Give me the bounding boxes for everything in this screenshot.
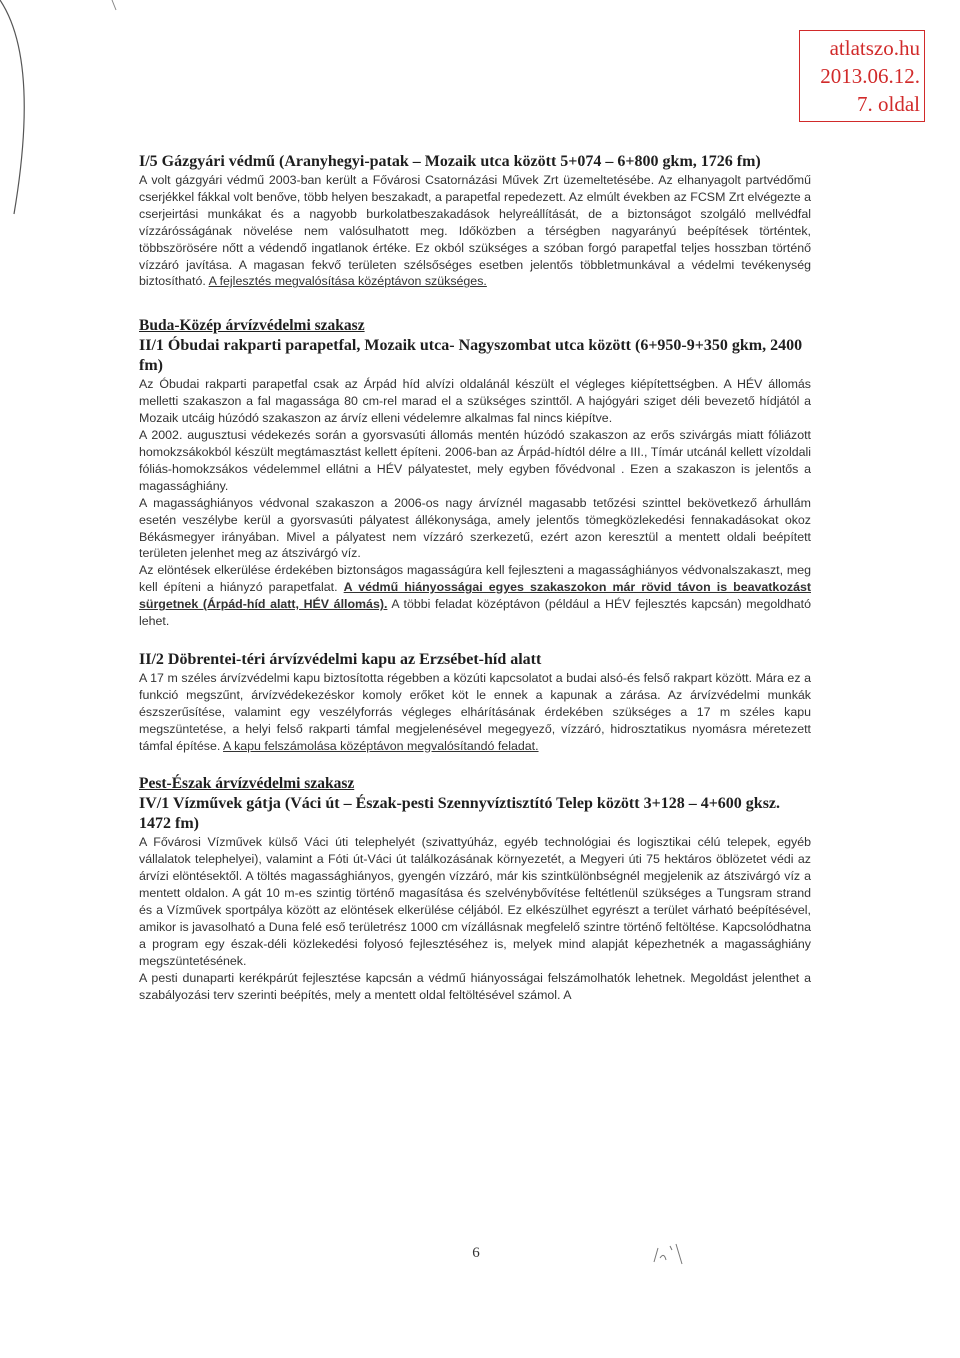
- paragraph-ii2: [139, 670, 811, 755]
- paragraph-ii1-4c: A többi feladat középtávon (például a HÉV fejlesztés kapcsán) megoldható lehet.: [139, 597, 811, 629]
- paragraph-i5-underlined: A fejlesztés megvalósítása középtávon szükséges.: [208, 274, 487, 289]
- paragraph-ii1-4: [139, 562, 811, 630]
- handwritten-mark: [648, 1240, 718, 1270]
- paragraph-ii1-2: A 2002. augusztusi védekezés során a gyorsvasúti állomás mentén húzódó szakaszon az erős szivárgás miatt fóliázott homokzsákokból készült megtámasztást kellett építeni. 2006-ban az Árpád-hídtól délre a III., Tímár utcánál kellett vízoldali fóliás-homokzsákos védelemmel ellátni a HÉV pályatestet, mely egyben fővédvonal . Ezen a szakaszon is jelentős a magassághiány.: [139, 428, 811, 493]
- source-stamp: [799, 30, 925, 122]
- paragraph-iv1-1: A Fővárosi Vízművek külső Váci úti telephelyét (szivattyúház, egyéb technológiai és logisztikai célú telepek, egyéb vállalatok telephelyei), valamint a Fóti út-Váci út találkozásának környezetét, a Megyeri úti 75 hektáros öblözetet védi az árvízi elöntésektől. A töltés magassághiányos, gyengén vízzáró, már kis szintkülönbségnél megjelenik az átszivárgó víz a mentett oldalon. A gát 10 m-es szintig történő magasítása és szelvénybővítése feltétlenül szükséges a Tungsram strand és a Vízművek sportpálya között az elöntések elkerülése céljából. Ez elkészülhet egyrészt a terület várható beépítésével, amikor is javasolható a Duna felé eső területrész 1000 cm vízállásnak megfelelő szintre történő feltöltése. Kapcsolódhatna a program egy észak-déli közlekedési folyosó fejlesztéséhez is, melyek mind alapját képezhetnék a magassághiány megszüntetésének.: [139, 835, 811, 968]
- document-body: [139, 152, 811, 1004]
- paragraph-ii2-underlined: A kapu felszámolása középtávon megvalósítandó feladat.: [223, 738, 539, 753]
- section-heading-i5: I/5 Gázgyári védmű (Aranyhegyi-patak – Mozaik utca között 5+074 – 6+800 gkm, 1726 fm): [139, 153, 761, 170]
- section-heading-ii2: II/2 Döbrentei-téri árvízvédelmi kapu az Erzsébet-híd alatt: [139, 650, 542, 668]
- stamp-page: 7. oldal: [857, 92, 920, 116]
- stamp-site: atlatszo.hu: [829, 36, 920, 60]
- area-heading-buda-kozep: Buda-Közép árvízvédelmi szakasz: [139, 317, 365, 335]
- paragraph-ii2-text: A 17 m széles árvízvédelmi kapu biztosította régebben a közúti kapcsolatot a budai alsó-és felső rakpart között. Mára ez a funkció megszűnt, árvízvédekezéskor komoly erőket köt le ennek a kapunak a zárása. Az árvízvédelmi munkák észszerűsítése, valamint egy veszélyforrás végleges elhárításának érdekében szükséges a 17 m széles kapu megszüntetése, a helyi felső rakparti támfal megjelenésével megegyező, vízzáró, hidrosztatikus nyomásra méretezett támfal építése.: [139, 670, 811, 753]
- page-number: 6: [472, 1245, 480, 1261]
- paragraph-ii1-4-emphasis: A védmű hiányosságai egyes szakaszokon már rövid távon is beavatkozást sürgetnek (Árpád-híd alatt, HÉV állomás).: [139, 580, 811, 612]
- paragraph-i5-text: A volt gázgyári védmű 2003-ban került a Fővárosi Csatornázási Művek Zrt üzemeltetésébe. Az elhanyagolt partvédőmű cserjékkel fákkal volt benőve, több helyen beszakadt, a parapetfal repedezett. Az elmúlt években az FCSM Zrt elvégezte a cserjeirtási munkákat és a nagyobb burkolatbeszakadások helyreállítását, de a biztonságot szolgáló mellvédfal vízzárósságának növelése nem valósulhatott meg. Időközben a térségben nagyarányú beépítések történtek, többszörösére nőtt a védendő ingatlanok értéke. Ez okból szükséges a szóban forgó parapetfal teljes hosszban történő vízzáró javítása. A magasan fekvő területen szélsőséges esetben jelentős többletmunkával a védelmi tevékenység biztosítható.: [139, 173, 811, 289]
- stamp-date: 2013.06.12.: [820, 64, 920, 88]
- area-heading-pest-eszak: Pest-Észak árvízvédelmi szakasz: [139, 775, 355, 793]
- paragraph-iv1-2: A pesti dunaparti kerékpárút fejlesztése kapcsán a védmű hiányosságai felszámolhatók lehetnek. Megoldást jelenthet a szabályozási terv szerinti beépítés, mely a mentett oldal feltöltésével számol. A: [139, 970, 811, 1002]
- paragraph-ii1-3: A magassághiányos védvonal szakaszon a 2006-os nagy árvíznél magasabb tetőzési szinttel bekövetkező árhullám esetén veszélybe kerül a gyorsvasúti pályatest állékonysága, amely jelentős tömegközlekedési fennakadásokat okoz Békásmegyer irányában. Mivel a pályatest nem vízzáró szerkezetű, ezért azon keresztül a mentett oldali beépített területen jelenhet meg az átszivárgó víz.: [139, 495, 811, 561]
- paragraph-i5: [139, 172, 811, 290]
- paragraph-ii1-1: Az Óbudai rakparti parapetfal csak az Árpád híd alvízi oldalánál készült el végleges kiépítettségben. A HÉV állomás melletti szakaszon a fal magassága 80 cm-rel marad el a szükséges szinttől. A hajógyári sziget déli bevezető hídjától a Mozaik utcáig húzódó szakaszon az árvíz elleni védelemre alkalmas fal nincs kiépítve.: [139, 377, 811, 426]
- section-heading-ii1: II/1 Óbudai rakparti parapetfal, Mozaik utca- Nagyszombat utca között (6+950-9+350 gkm, 2400 fm): [139, 337, 803, 375]
- section-heading-iv1: IV/1 Vízművek gátja (Váci út – Észak-pesti Szennyvíztisztító Telep között 3+128 – 4+600 gksz. 1472 fm): [139, 795, 781, 833]
- paragraph-ii1-4a: Az elöntések elkerülése érdekében biztonságos magasságúra kell fejleszteni a magassághiányos védvonalszakaszt, meg kell építeni a hiányzó parapetfalat.: [139, 563, 811, 595]
- scan-edge-mark: [0, 0, 120, 220]
